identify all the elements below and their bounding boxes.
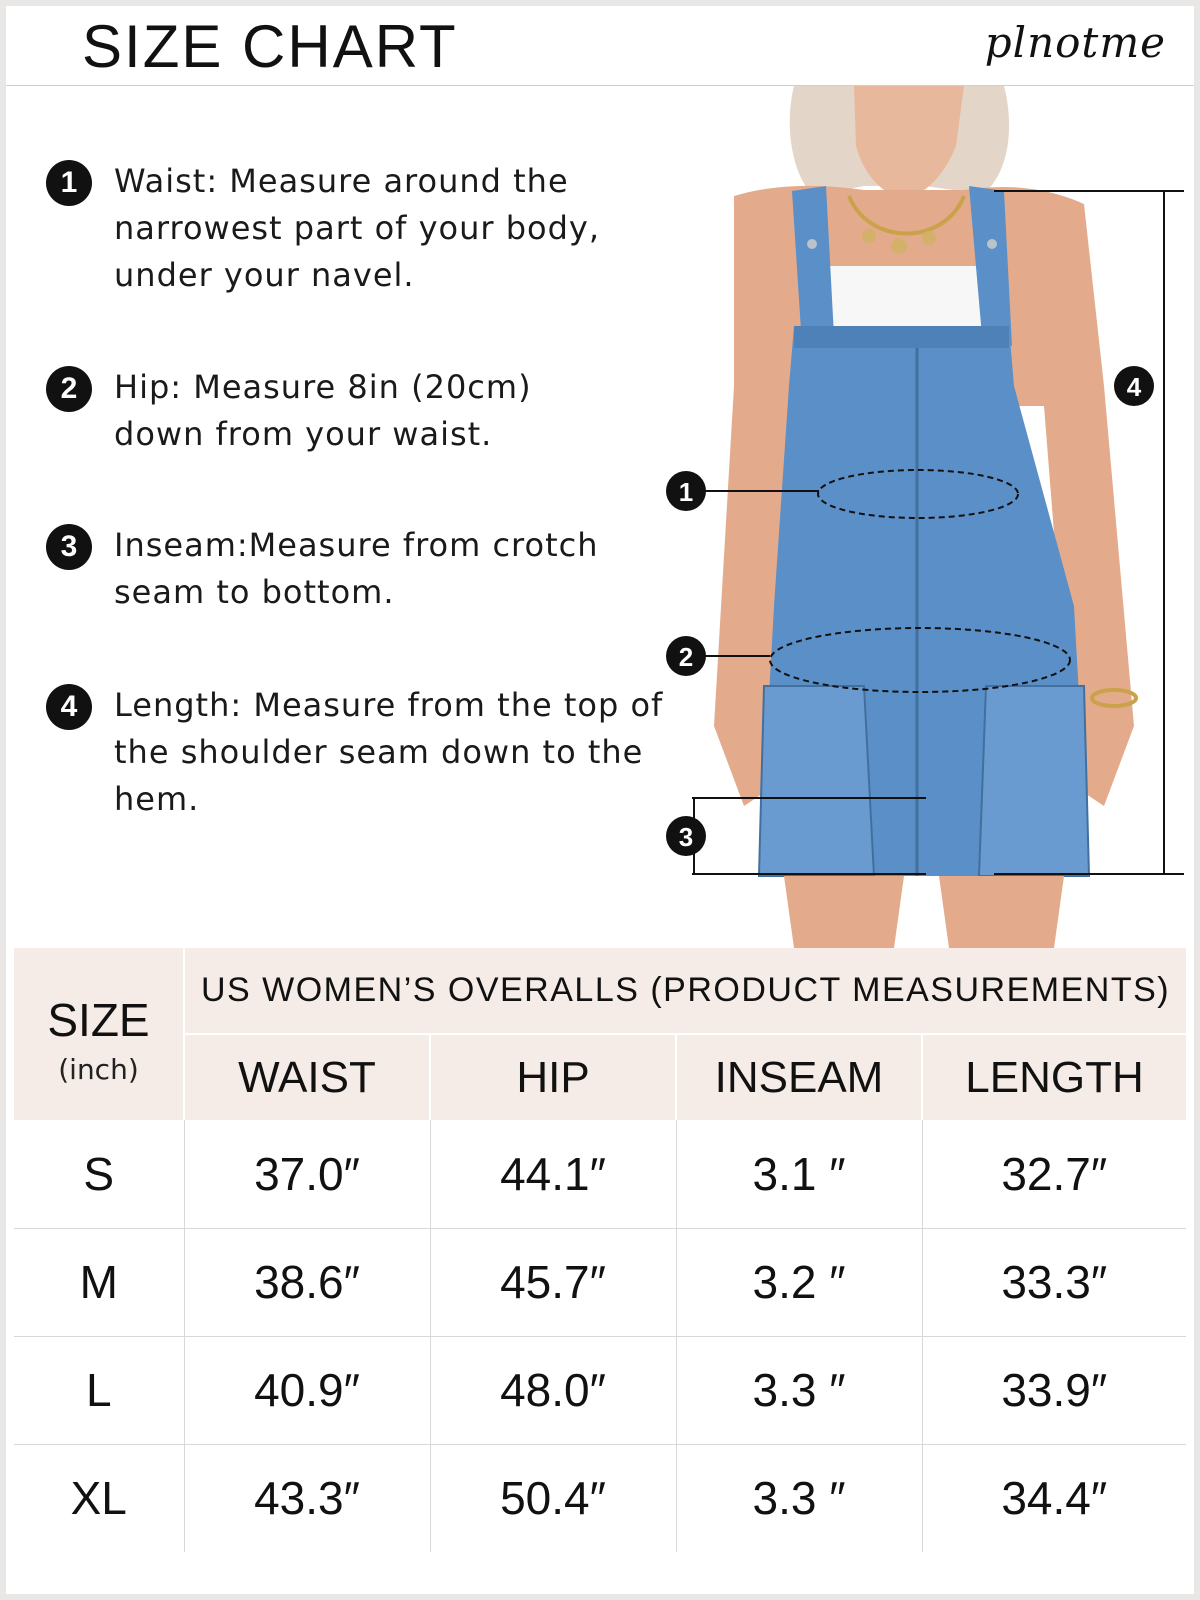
inseam-cell: 3.1 ″ <box>676 1120 922 1228</box>
bib-seam <box>794 326 1009 348</box>
necklace-charm <box>891 238 907 254</box>
table-row <box>14 1120 1186 1228</box>
inseam-cell: 3.2 ″ <box>676 1228 922 1336</box>
measurement-instructions <box>6 86 666 946</box>
waist-cell: 37.0″ <box>184 1120 430 1228</box>
waist-cell: 40.9″ <box>184 1336 430 1444</box>
size-table <box>14 948 1186 1588</box>
right-leg <box>939 876 1064 948</box>
table-row <box>14 1228 1186 1336</box>
step-number-4: 4 <box>46 684 92 730</box>
instruction-text: Inseam:Measure from crotch seam to bottom. <box>114 526 599 611</box>
length-cell: 34.4″ <box>1001 1472 1108 1525</box>
column-header-length: LENGTH <box>922 1034 1186 1120</box>
column-header-waist: WAIST <box>184 1034 430 1120</box>
marker-4-label: 4 <box>1126 372 1142 402</box>
page-title: SIZE CHART <box>82 13 458 80</box>
length-cell: 33.3″ <box>922 1228 1186 1336</box>
strap-button <box>987 239 997 249</box>
marker-1 <box>666 471 706 511</box>
length-cell: 32.7″ <box>922 1120 1186 1228</box>
size-cell: XL <box>14 1444 184 1552</box>
instruction-text: Hip: Measure 8in (20cm) down from your waist. <box>114 368 532 453</box>
table-row <box>14 1336 1186 1444</box>
column-header-hip: HIP <box>430 1034 676 1120</box>
step-number-3: 3 <box>46 524 92 570</box>
marker-4 <box>1114 366 1154 406</box>
length-cell: 33.9″ <box>922 1336 1186 1444</box>
hip-cell: 44.1″ <box>430 1120 676 1228</box>
inseam-cell: 3.3 ″ <box>676 1336 922 1444</box>
size-label: SIZE <box>47 993 150 1046</box>
waist-cell: 38.6″ <box>184 1228 430 1336</box>
step-number-2: 2 <box>46 366 92 412</box>
inseam-cell: 3.3 ″ <box>676 1444 922 1552</box>
marker-3 <box>666 816 706 856</box>
right-pocket <box>979 686 1089 876</box>
hip-cell: 48.0″ <box>430 1336 676 1444</box>
marker-1-label: 1 <box>678 477 694 507</box>
size-cell: L <box>14 1336 184 1444</box>
table-banner: US WOMEN’S OVERALLS (PRODUCT MEASUREMENTS) <box>184 948 1186 1034</box>
left-leg <box>784 876 904 948</box>
size-cell: S <box>14 1120 184 1228</box>
left-pocket <box>759 686 874 876</box>
table-row <box>14 1444 1186 1552</box>
step-number-1: 1 <box>46 160 92 206</box>
hip-cell: 50.4″ <box>430 1444 676 1552</box>
column-header-inseam: INSEAM <box>676 1034 922 1120</box>
size-column-header <box>14 948 184 1120</box>
necklace-charm <box>922 231 936 245</box>
overalls-illustration <box>664 86 1194 948</box>
waist-cell: 43.3″ <box>184 1444 430 1552</box>
marker-2-label: 2 <box>678 642 694 672</box>
necklace-charm <box>862 229 876 243</box>
hip-cell: 45.7″ <box>430 1228 676 1336</box>
model-photo <box>664 86 1194 948</box>
marker-3-label: 3 <box>678 822 694 852</box>
marker-2 <box>666 636 706 676</box>
unit-label: (inch) <box>58 1052 139 1086</box>
instruction-text: Length: Measure from the top of the shoulder seam down to the hem. <box>114 686 664 818</box>
size-cell: M <box>14 1228 184 1336</box>
brand-logo: plnotme <box>984 18 1166 67</box>
instruction-text: Waist: Measure around the narrowest part of your body, under your navel. <box>114 162 601 294</box>
strap-button <box>807 239 817 249</box>
header <box>6 6 1194 86</box>
size-chart-card <box>6 6 1194 1594</box>
